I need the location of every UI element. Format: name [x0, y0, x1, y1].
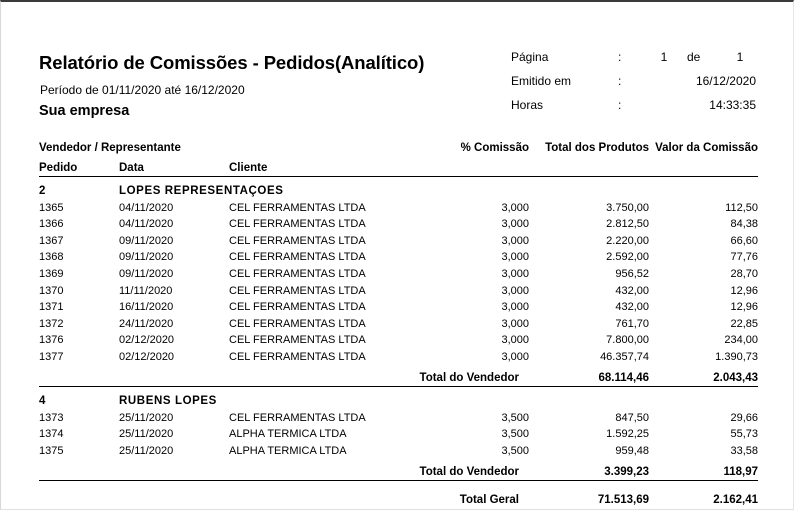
- header-client: Cliente: [229, 154, 429, 177]
- grand-total-row: [39, 480, 758, 506]
- header-spacer-total: [529, 154, 649, 177]
- issued-colon: :: [618, 74, 622, 88]
- vendor-name: LOPES REPRESENTAÇOES: [119, 185, 284, 197]
- cell-client: CEL FERRAMENTAS LTDA: [229, 317, 366, 330]
- cell-client: CEL FERRAMENTAS LTDA: [229, 251, 366, 264]
- cell-order: 1373: [39, 411, 64, 424]
- vendor-total-products: 3.399,23: [529, 457, 649, 481]
- hours-label: Horas: [511, 98, 544, 112]
- cell-commission: 112,50: [725, 201, 758, 214]
- meta-row-issued: [511, 74, 756, 98]
- cell-client: CEL FERRAMENTAS LTDA: [229, 350, 366, 363]
- cell-client: CEL FERRAMENTAS LTDA: [229, 284, 366, 297]
- cell-date: 04/11/2020: [119, 218, 174, 231]
- cell-date: 24/11/2020: [119, 317, 174, 330]
- page-of-label: de: [687, 50, 701, 64]
- cell-total: 761,70: [615, 317, 649, 330]
- cell-commission: 66,60: [730, 234, 758, 247]
- cell-date: 02/12/2020: [119, 334, 175, 347]
- cell-client: CEL FERRAMENTAS LTDA: [229, 301, 366, 314]
- cell-order: 1367: [39, 234, 64, 247]
- table-row: [39, 297, 758, 314]
- cell-total: 432,00: [615, 301, 649, 314]
- cell-total: 46.357,74: [600, 350, 649, 363]
- company-name: Sua empresa: [39, 103, 130, 119]
- hours-colon: :: [618, 98, 622, 112]
- cell-total: 2.592,00: [606, 251, 649, 264]
- vendor-total-row: [39, 363, 758, 387]
- cell-order: 1366: [39, 218, 64, 231]
- vendor-code: 2: [39, 185, 46, 197]
- cell-commission: 84,38: [730, 218, 758, 231]
- cell-date: 04/11/2020: [119, 201, 174, 214]
- table-row: [39, 263, 758, 280]
- page-title: Relatório de Comissões - Pedidos(Analítico): [39, 52, 425, 73]
- cell-total: 432,00: [615, 284, 649, 297]
- vendor-total-commission: 118,97: [649, 457, 758, 481]
- cell-client: CEL FERRAMENTAS LTDA: [229, 334, 366, 347]
- table-row: [39, 407, 758, 424]
- cell-order: 1376: [39, 334, 64, 347]
- meta-row-hours: [511, 98, 756, 122]
- cell-percent: 3,000: [501, 334, 529, 347]
- grand-total-products: 71.513,69: [597, 493, 649, 506]
- cell-date: 09/11/2020: [119, 267, 174, 280]
- cell-commission: 12,96: [730, 284, 758, 297]
- cell-client: CEL FERRAMENTAS LTDA: [229, 234, 366, 247]
- vendor-name: RUBENS LOPES: [119, 394, 217, 407]
- table-row: [39, 313, 758, 330]
- cell-total: 3.750,00: [606, 201, 649, 214]
- cell-order: 1368: [39, 251, 64, 264]
- table-row: [39, 280, 758, 297]
- table-row: [39, 330, 758, 347]
- page-total: 1: [736, 50, 744, 64]
- vendor-group-header: [39, 177, 758, 198]
- table-row: [39, 214, 758, 231]
- table-row: [39, 247, 758, 264]
- cell-total: 2.812,50: [606, 218, 649, 231]
- cell-commission: 77,76: [730, 251, 758, 264]
- cell-date: 11/11/2020: [119, 284, 173, 297]
- cell-total: 7.800,00: [606, 334, 649, 347]
- issued-label: Emitido em: [511, 74, 572, 88]
- cell-order: 1369: [39, 267, 64, 280]
- report-period: Período de 01/11/2020 até 16/12/2020: [40, 83, 245, 97]
- header-percent: % Comissão: [460, 142, 529, 154]
- meta-row-page: [511, 50, 756, 74]
- vendor-code: 4: [39, 394, 46, 407]
- cell-commission: 33,58: [730, 444, 758, 457]
- cell-percent: 3,000: [501, 218, 529, 231]
- grand-total-label: Total Geral: [459, 493, 519, 506]
- page-colon: :: [618, 50, 622, 64]
- cell-order: 1372: [39, 317, 64, 330]
- cell-percent: 3,000: [501, 284, 529, 297]
- header-date: Data: [119, 154, 229, 177]
- vendor-total-products: 68.114,46: [529, 363, 649, 387]
- table-header-primary: [39, 135, 758, 154]
- cell-date: 25/11/2020: [119, 411, 174, 424]
- commission-table: [39, 135, 758, 506]
- cell-total: 847,50: [615, 411, 649, 424]
- hours-value: 14:33:35: [709, 98, 756, 112]
- cell-order: 1377: [39, 350, 64, 363]
- table-row: [39, 440, 758, 457]
- cell-order: 1365: [39, 201, 64, 214]
- cell-order: 1375: [39, 444, 64, 457]
- vendor-group-header: [39, 386, 758, 407]
- cell-date: 25/11/2020: [119, 444, 174, 457]
- grand-total-commission: 2.162,41: [713, 493, 758, 506]
- vendor-total-row: [39, 457, 758, 481]
- cell-date: 16/11/2020: [119, 301, 174, 314]
- header-total-products: Total dos Produtos: [545, 142, 649, 154]
- cell-commission: 55,73: [730, 428, 758, 441]
- cell-percent: 3,000: [501, 350, 529, 363]
- page-current: 1: [660, 50, 668, 64]
- cell-commission: 22,85: [730, 317, 758, 330]
- cell-percent: 3,000: [501, 301, 529, 314]
- cell-client: CEL FERRAMENTAS LTDA: [229, 218, 366, 231]
- header-spacer-percent: [429, 154, 529, 177]
- vendor-total-commission: 2.043,43: [649, 363, 758, 387]
- header-spacer-valor: [649, 154, 758, 177]
- cell-client: CEL FERRAMENTAS LTDA: [229, 267, 366, 280]
- table-row: [39, 346, 758, 363]
- cell-client: ALPHA TERMICA LTDA: [229, 444, 347, 457]
- cell-order: 1371: [39, 301, 64, 314]
- issued-value: 16/12/2020: [695, 74, 756, 88]
- report-meta: [511, 50, 756, 122]
- cell-percent: 3,500: [501, 411, 529, 424]
- cell-client: ALPHA TERMICA LTDA: [229, 428, 347, 441]
- cell-client: CEL FERRAMENTAS LTDA: [229, 201, 366, 214]
- cell-commission: 1.390,73: [715, 350, 758, 363]
- cell-percent: 3,000: [501, 317, 529, 330]
- cell-date: 25/11/2020: [119, 428, 174, 441]
- cell-percent: 3,000: [501, 267, 529, 280]
- cell-commission: 234,00: [724, 334, 758, 347]
- vendor-total-label: Total do Vendedor: [39, 457, 529, 481]
- cell-total: 2.220,00: [606, 234, 649, 247]
- cell-date: 02/12/2020: [119, 350, 175, 363]
- cell-client: CEL FERRAMENTAS LTDA: [229, 411, 366, 424]
- cell-percent: 3,000: [501, 201, 529, 214]
- table-header-secondary: [39, 154, 758, 177]
- cell-date: 09/11/2020: [119, 251, 174, 264]
- cell-order: 1374: [39, 428, 64, 441]
- header-vendor: Vendedor / Representante: [39, 142, 181, 154]
- cell-total: 959,48: [615, 444, 649, 457]
- cell-commission: 28,70: [730, 267, 758, 280]
- cell-total: 956,52: [615, 267, 649, 280]
- vendor-total-label: Total do Vendedor: [39, 363, 529, 387]
- header-commission-value: Valor da Comissão: [655, 142, 758, 154]
- table-row: [39, 424, 758, 441]
- cell-total: 1.592,25: [606, 428, 649, 441]
- page-label: Página: [511, 50, 549, 64]
- cell-percent: 3,000: [501, 234, 529, 247]
- cell-date: 09/11/2020: [119, 234, 174, 247]
- table-row: [39, 230, 758, 247]
- cell-percent: 3,500: [501, 444, 529, 457]
- cell-commission: 29,66: [730, 411, 758, 424]
- header-order: Pedido: [39, 154, 119, 177]
- cell-percent: 3,500: [501, 428, 529, 441]
- cell-commission: 12,96: [730, 301, 758, 314]
- table-row: [39, 197, 758, 214]
- cell-percent: 3,000: [501, 251, 529, 264]
- cell-order: 1370: [39, 284, 64, 297]
